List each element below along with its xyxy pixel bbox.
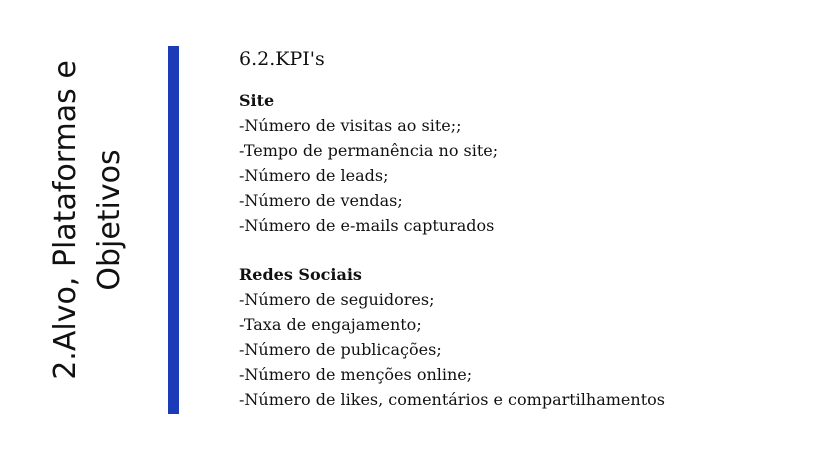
section-site [239, 88, 799, 238]
section-title-line-2: Objetivos [92, 149, 128, 291]
list-item: -Tempo de permanência no site; [239, 141, 499, 160]
list-item: -Número de e-mails capturados [239, 216, 495, 235]
list-item: -Número de likes, comentários e compartilhamentos [239, 390, 665, 409]
list-item: -Número de publicações; [239, 340, 442, 359]
page-heading: 6.2.KPI's [239, 48, 325, 70]
list-item: -Número de vendas; [239, 191, 403, 210]
list-item: -Número de seguidores; [239, 290, 435, 309]
list-item: -Número de visitas ao site;; [239, 116, 462, 135]
site-kpi-list [239, 113, 799, 238]
section-title-line-1: 2.Alvo, Plataformas e [48, 60, 84, 380]
section-social-title: Redes Sociais [239, 265, 362, 284]
list-item: -Número de leads; [239, 166, 389, 185]
social-kpi-list [239, 287, 799, 412]
list-item: -Taxa de engajamento; [239, 315, 422, 334]
section-site-title: Site [239, 91, 275, 110]
section-title-vertical [28, 30, 148, 410]
accent-bar [168, 46, 179, 414]
section-title-text [44, 60, 132, 380]
content-area [239, 48, 799, 412]
section-social [239, 262, 799, 412]
list-item: -Número de menções online; [239, 365, 473, 384]
